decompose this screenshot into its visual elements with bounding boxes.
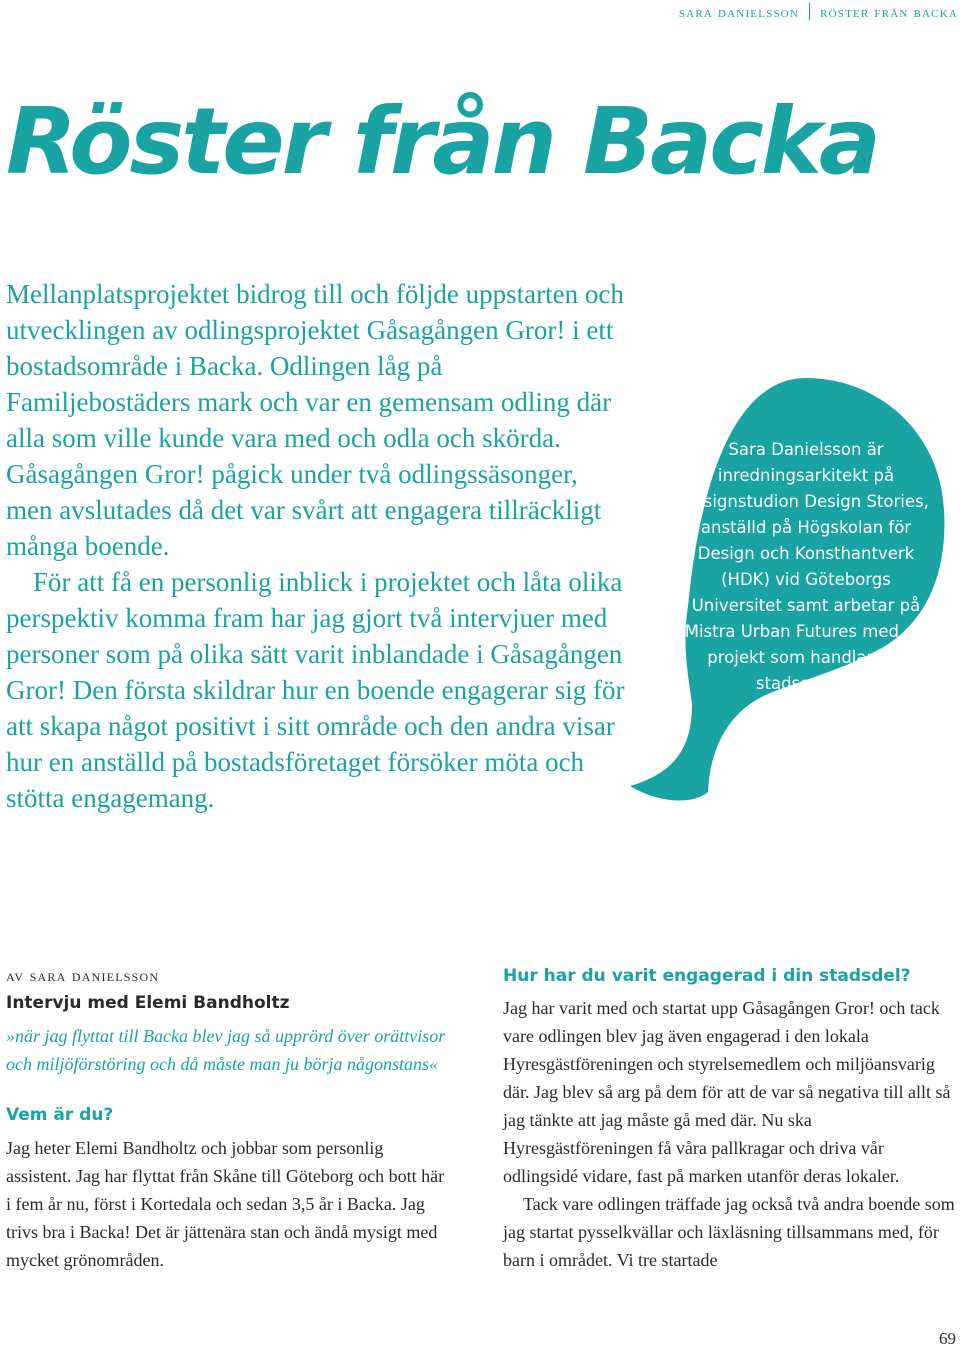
answer-2-paragraph-1: Jag har varit med och startat upp Gåsagången Gror! och tack vare odlingen blev jag även engagerad i den lokala Hyresgästföreningen och styrelsemedlem och miljöansvarig där. Jag blev så arg på dem för att de var så negativa till allt så jag tänkte att jag måste gå med där. Nu ska Hyresgästföreningen få våra pallkragar och driva vår odlingsidé vidare, fast på marken utanför deras lokaler. bbox=[503, 998, 951, 1186]
question-heading-2: Hur har du varit engagerad i din stadsdel? bbox=[503, 966, 911, 986]
answer-2 bbox=[503, 994, 960, 1274]
question-heading-1: Vem är du? bbox=[6, 1105, 114, 1125]
running-head-separator bbox=[809, 3, 810, 20]
column-right bbox=[503, 963, 960, 1274]
intro-text bbox=[6, 276, 626, 816]
page-title: Röster från Backa bbox=[6, 88, 879, 195]
answer-1-paragraph: Jag heter Elemi Bandholtz och jobbar som personlig assistent. Jag har flyttat från Skåne till Göteborg och bott här i fem år nu, först i Kortedala och sedan 3,5 år i Backa. Jag trivs bra i Backa! Det är jättenära stan och ändå mysigt med mycket grönområden. bbox=[6, 1138, 445, 1270]
column-left bbox=[6, 963, 451, 1274]
author-bio: Sara Danielsson är inredningsarkitekt på designstudion Design Stories, anställd på Högskolan för Design och Konsthantverk (HDK) vid Göteborgs Universitet samt arbetar på Mistra Urban Futures med ett projekt som handlar om stadsodling. bbox=[683, 440, 929, 693]
byline: av sara danielsson bbox=[6, 966, 160, 985]
interview-title: Intervju med Elemi Bandholtz bbox=[6, 993, 290, 1013]
running-head-author: sara danielsson bbox=[678, 5, 800, 21]
page-number: 69 bbox=[939, 1329, 956, 1348]
intro-paragraph-1: Mellanplatsprojektet bidrog till och följde uppstarten och utvecklingen av odlingsprojektet Gåsagången Gror! i ett bostadsområde i Backa. Odlingen låg på Familjebostäders mark och var en gemensam odling där alla som ville kunde vara med och odla och skörda. Gåsagången Gror! pågick under två odlingssäsonger, men avslutades då det var svårt att engagera tillräckligt många boende. bbox=[6, 279, 624, 561]
pull-quote: »när jag flyttat till Backa blev jag så upprörd över orättvisor och miljöförstöring och då måste man ju börja någonstans« bbox=[6, 1026, 446, 1074]
running-head-title: röster från backa bbox=[820, 5, 958, 21]
answer-1 bbox=[6, 1134, 451, 1274]
running-head bbox=[679, 3, 958, 22]
answer-2-paragraph-2: Tack vare odlingen träffade jag också två andra boende som jag startat pysselkvällar och läxläsning tillsammans med, för barn i området. Vi tre startade bbox=[503, 1194, 955, 1270]
intro-paragraph-2: För att få en personlig inblick i projektet och låta olika perspektiv komma fram har jag gjort två intervjuer med personer som på olika sätt varit inblandade i Gåsagången Gror! Den första skildrar hur en boende engagerar sig för att skapa något positivt i sitt område och den andra visar hur en anställd på bostadsföretaget försöker möta och stötta engagemang. bbox=[6, 567, 625, 813]
